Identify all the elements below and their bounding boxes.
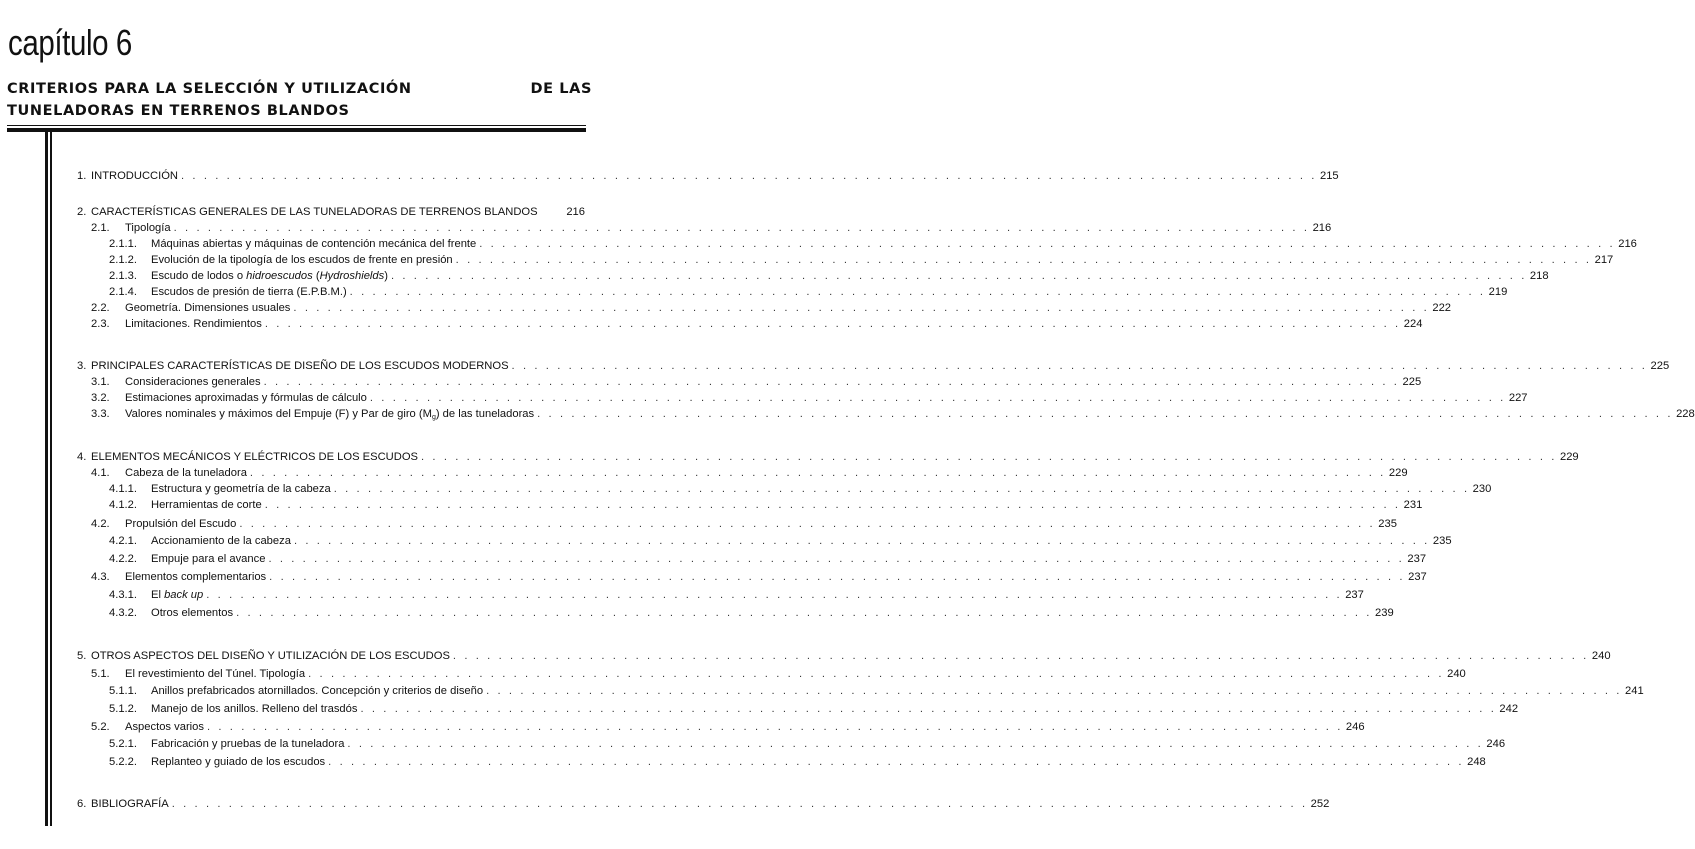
toc-leader: . . . . . . . . . . . . . . . . . . . . . . . . . . . . . . . . . . . . . . . . . . . . . . . . . . . . . . . . . . . . . . . . . . . . . . . . . . . . . . . . . . . . . . . . . . . . . . . . . . . . [349, 286, 1486, 298]
toc-page: 229 [1388, 467, 1408, 479]
toc-title-text: Escudo de lodos o [151, 270, 247, 282]
toc-number: 4.2.1. [109, 535, 137, 547]
toc-page: 235 [1378, 518, 1397, 530]
toc-entry[interactable] [77, 392, 1528, 408]
toc-page: 215 [1319, 170, 1339, 182]
toc-page: 230 [1472, 483, 1492, 495]
toc-title: CARACTERÍSTICAS GENERALES DE LAS TUNELADORAS DE TERRENOS BLANDOS [91, 206, 538, 218]
toc-title: Replanteo y guiado de los escudos [151, 756, 326, 768]
toc-entry[interactable] [77, 238, 1637, 254]
toc-title [151, 270, 388, 282]
toc-entry[interactable] [77, 499, 1423, 515]
toc-title: Empuje para el avance [151, 553, 266, 565]
toc-title [125, 408, 534, 421]
toc-page: 237 [1408, 571, 1427, 583]
toc-leader: . . . . . . . . . . . . . . . . . . . . . . . . . . . . . . . . . . . . . . . . . . . . . . . . . . . . . . . . . . . . . . . . . . . . . . . . . . . . . . . . . . . . . . . . . . . . . . . . . . . . [181, 170, 1317, 182]
toc-title: INTRODUCCIÓN [91, 170, 179, 182]
toc-number: 5. [77, 650, 87, 662]
toc-number: 4.3.2. [109, 607, 137, 619]
toc-leader: . . . . . . . . . . . . . . . . . . . . . . . . . . . . . . . . . . . . . . . . . . . . . . . . . . . . . . . . . . . . . . . . . . . . . . . . . . . . . . . . . . . . . . . . . . . . . . . . . . . . [333, 483, 1470, 495]
toc-leader: . . . . . . . . . . . . . . . . . . . . . . . . . . . . . . . . . . . . . . . . . . . . . . . . . . . . . . . . . . . . . . . . . . . . . . . . . . . . . . . . . . . . . . . . . . . . . . . . . . . . [269, 571, 1406, 583]
toc-entry[interactable] [77, 518, 1397, 534]
toc-number: 4.1. [91, 467, 110, 479]
header-rule [7, 128, 586, 132]
toc-entry[interactable] [77, 408, 1695, 424]
chapter-title-line-2: TUNELADORAS EN TERRENOS BLANDOS [7, 103, 350, 119]
toc-leader: . . . . . . . . . . . . . . . . . . . . . . . . . . . . . . . . . . . . . . . . . . . . . . . . . . . . . . . . . . . . . . . . . . . . . . . . . . . . . . . . . . . . . . . . . . . . . . . . . . . . [264, 499, 1401, 511]
toc-leader: . . . . . . . . . . . . . . . . . . . . . . . . . . . . . . . . . . . . . . . . . . . . . . . . . . . . . . . . . . . . . . . . . . . . . . . . . . . . . . . . . . . . . . . . . . . . . . . . . . . . [537, 408, 1674, 420]
toc-number: 4.1.2. [109, 499, 137, 511]
toc-leader: . . . . . . . . . . . . . . . . . . . . . . . . . . . . . . . . . . . . . . . . . . . . . . . . . . . . . . . . . . . . . . . . . . . . . . . . . . . . . . . . . . . . . . . . . . . . . . . . . . . . [486, 685, 1623, 697]
toc-number: 3.3. [91, 408, 110, 420]
toc-page: 225 [1402, 376, 1422, 388]
toc-page: 231 [1403, 499, 1423, 511]
toc-title: Escudos de presión de tierra (E.P.B.M.) [151, 286, 347, 298]
toc-page: 235 [1432, 535, 1452, 547]
toc-number: 5.2. [91, 721, 110, 733]
toc-entry[interactable] [77, 703, 1519, 719]
toc-number: 2. [77, 206, 87, 218]
toc-title: Geometría. Dimensiones usuales [125, 302, 291, 314]
toc-number: 4. [77, 451, 87, 463]
toc-page: 240 [1447, 668, 1466, 680]
toc-page: 224 [1403, 318, 1423, 330]
toc-leader: . . . . . . . . . . . . . . . . . . . . . . . . . . . . . . . . . . . . . . . . . . . . . . . . . . . . . . . . . . . . . . . . . . . . . . . . . . . . . . . . . . . . . . . . . . . . . . . . . . . . [293, 302, 1430, 314]
toc-title-subscript: g [431, 414, 436, 421]
toc-title: Limitaciones. Rendimientos [125, 318, 262, 330]
toc-leader: . . . . . . . . . . . . . . . . . . . . . . . . . . . . . . . . . . . . . . . . . . . . . . . . . . . . . . . . . . . . . . . . . . . . . . . . . . . . . . . . . . . . . . . . . . . . . . . . . . . . [236, 607, 1373, 619]
toc-entry[interactable] [77, 222, 1332, 238]
toc-title-text: ) de las tuneladoras [435, 408, 535, 420]
toc-page: 216 [1312, 222, 1332, 234]
toc-leader: . . . . . . . . . . . . . . . . . . . . . . . . . . . . . . . . . . . . . . . . . . . . . . . . . . . . . . . . . . . . . . . . . . . . . . . . . . . . . . . . . . . . . . . . . . . . . . . . . . . . [268, 553, 1405, 565]
toc-page: 222 [1432, 302, 1452, 314]
toc-title-text: ( [312, 270, 320, 282]
toc-page: 228 [1676, 408, 1695, 420]
toc-title: Estructura y geometría de la cabeza [151, 483, 331, 495]
toc-page: 246 [1486, 738, 1506, 750]
toc-title: Máquinas abiertas y máquinas de contención mecánica del frente [151, 238, 477, 250]
toc-entry[interactable] [77, 668, 1466, 684]
toc-number: 2.1.1. [109, 238, 137, 250]
toc-page: 241 [1625, 685, 1644, 697]
toc-page: 216 [566, 206, 585, 218]
toc-page: 216 [1618, 238, 1637, 250]
toc-leader: . . . . . . . . . . . . . . . . . . . . . . . . . . . . . . . . . . . . . . . . . . . . . . . . . . . . . . . . . . . . . . . . . . . . . . . . . . . . . . . . . . . . . . . . . . . . . . . . . . . . [293, 535, 1430, 547]
toc-title: Consideraciones generales [125, 376, 261, 388]
toc-leader: . . . . . . . . . . . . . . . . . . . . . . . . . . . . . . . . . . . . . . . . . . . . . . . . . . . . . . . . . . . . . . . . . . . . . . . . . . . . . . . . . . . . . . . . . . . . . . . . . . . . [264, 318, 1401, 330]
toc-number: 2.1.4. [109, 286, 137, 298]
toc-entry[interactable] [77, 535, 1452, 551]
toc-title: Propulsión del Escudo [125, 518, 237, 530]
toc-page: 229 [1559, 451, 1579, 463]
toc-leader: . . . . . . . . . . . . . . . . . . . . . . . . . . . . . . . . . . . . . . . . . . . . . . . . . . . . . . . . . . . . . . . . . . . . . . . . . . . . . . . . . . . . . . . . . . . . . . . . . . . . [390, 270, 1527, 282]
toc-entry[interactable] [77, 571, 1427, 587]
toc-page: 240 [1591, 650, 1611, 662]
toc-entry[interactable] [77, 553, 1427, 569]
toc-entry[interactable] [77, 302, 1452, 318]
toc-leader: . . . . . . . . . . . . . . . . . . . . . . . . . . . . . . . . . . . . . . . . . . . . . . . . . . . . . . . . . . . . . . . . . . . . . . . . . . . . . . . . . . . . . . . . . . . . . . . . . . . . [206, 721, 1343, 733]
toc-leader: . . . . . . . . . . . . . . . . . . . . . . . . . . . . . . . . . . . . . . . . . . . . . . . . . . . . . . . . . . . . . . . . . . . . . . . . . . . . . . . . . . . . . . . . . . . . . . . . . . . . [206, 589, 1343, 601]
chapter-title-line-1-part-a: CRITERIOS PARA LA SELECCIÓN Y UTILIZACIÓN [7, 81, 412, 97]
toc-title: PRINCIPALES CARACTERÍSTICAS DE DISEÑO DE LOS ESCUDOS MODERNOS [91, 360, 509, 372]
toc-entry[interactable] [77, 376, 1422, 392]
header-rule-thin [7, 125, 586, 126]
toc-leader: . . . . . . . . . . . . . . . . . . . . . . . . . . . . . . . . . . . . . . . . . . . . . . . . . . . . . . . . . . . . . . . . . . . . . . . . . . . . . . . . . . . . . . . . . . . . . . . . . . . . [421, 451, 1557, 463]
toc-number: 5.2.2. [109, 756, 137, 768]
toc-number: 3.2. [91, 392, 110, 404]
toc-page: 225 [1650, 360, 1670, 372]
toc-page: 252 [1310, 798, 1330, 810]
toc-number: 5.1.1. [109, 685, 137, 697]
toc-entry[interactable] [77, 467, 1408, 483]
toc-page: 227 [1508, 392, 1528, 404]
toc-title-italic: hidroescudos [246, 270, 313, 282]
toc-leader: . . . . . . . . . . . . . . . . . . . . . . . . . . . . . . . . . . . . . . . . . . . . . . . . . . . . . . . . . . . . . . . . . . . . . . . . . . . . . . . . . . . . . . . . . . . . . . . . . . . . [511, 360, 1648, 372]
toc-number: 3. [77, 360, 87, 372]
toc-title: Fabricación y pruebas de la tuneladora [151, 738, 345, 750]
toc-entry[interactable] [77, 318, 1423, 334]
toc-number: 2.1. [91, 222, 110, 234]
toc-leader: . . . . . . . . . . . . . . . . . . . . . . . . . . . . . . . . . . . . . . . . . . . . . . . . . . . . . . . . . . . . . . . . . . . . . . . . . . . . . . . . . . . . . . . . . . . . . . . . . . . . [479, 238, 1616, 250]
toc-title: Tipología [125, 222, 171, 234]
toc-number: 4.2.2. [109, 553, 137, 565]
toc-number: 2.1.2. [109, 254, 137, 266]
toc-page: 237 [1345, 589, 1364, 601]
toc-title: Manejo de los anillos. Relleno del trasdós [151, 703, 358, 715]
chapter-label: capítulo 6 [8, 22, 132, 63]
toc-number: 5.2.1. [109, 738, 137, 750]
toc-title: Aspectos varios [125, 721, 204, 733]
toc-number: 6. [77, 798, 87, 810]
toc-leader: . . . . . . . . . . . . . . . . . . . . . . . . . . . . . . . . . . . . . . . . . . . . . . . . . . . . . . . . . . . . . . . . . . . . . . . . . . . . . . . . . . . . . . . . . . . . . . . . . . . . [360, 703, 1497, 715]
toc-page: 217 [1594, 254, 1614, 266]
toc-leader: . . . . . . . . . . . . . . . . . . . . . . . . . . . . . . . . . . . . . . . . . . . . . . . . . . . . . . . . . . . . . . . . . . . . . . . . . . . . . . . . . . . . . . . . . . . . . . . . . . . . [239, 518, 1376, 530]
toc-number: 5.1.2. [109, 703, 137, 715]
toc-number: 1. [77, 170, 87, 182]
toc-number: 4.3.1. [109, 589, 137, 601]
toc-page: 219 [1488, 286, 1508, 298]
toc-leader: . . . . . . . . . . . . . . . . . . . . . . . . . . . . . . . . . . . . . . . . . . . . . . . . . . . . . . . . . . . . . . . . . . . . . . . . . . . . . . . . . . . . . . . . . . . . . . . . . . . . [263, 376, 1400, 388]
toc-title: Elementos complementarios [125, 571, 267, 583]
toc-leader: . . . . . . . . . . . . . . . . . . . . . . . . . . . . . . . . . . . . . . . . . . . . . . . . . . . . . . . . . . . . . . . . . . . . . . . . . . . . . . . . . . . . . . . . . . . . . . . . . . . . [328, 756, 1465, 768]
toc-title: Evolución de la tipología de los escudos de frente en presión [151, 254, 453, 266]
toc-leader: . . . . . . . . . . . . . . . . . . . . . . . . . . . . . . . . . . . . . . . . . . . . . . . . . . . . . . . . . . . . . . . . . . . . . . . . . . . . . . . . . . . . . . . . . . . . . . . . . . . . [249, 467, 1386, 479]
toc-number: 3.1. [91, 376, 110, 388]
toc-entry[interactable] [77, 483, 1492, 499]
toc-number: 4.2. [91, 518, 110, 530]
toc-title: El revestimiento del Túnel. Tipología [125, 668, 306, 680]
toc-title [151, 589, 203, 601]
margin-rule [45, 132, 48, 826]
toc-number: 2.1.3. [109, 270, 137, 282]
toc-leader: . . . . . . . . . . . . . . . . . . . . . . . . . . . . . . . . . . . . . . . . . . . . . . . . . . . . . . . . . . . . . . . . . . . . . . . . . . . . . . . . . . . . . . . . . . . . . . . . . . . . [173, 222, 1310, 234]
toc-entry[interactable] [77, 721, 1365, 737]
chapter-title-line-1-part-b: DE LAS [530, 81, 592, 97]
chapter-title [7, 78, 592, 122]
toc-title: Cabeza de la tuneladora [125, 467, 247, 479]
toc-number: 4.3. [91, 571, 110, 583]
chapter-title-line-1 [7, 78, 592, 100]
toc-entry[interactable] [77, 738, 1506, 754]
toc-title-italic: Hydroshields [319, 270, 385, 282]
toc-title-text: Valores nominales y máximos del Empuje (F) y Par de giro (M [125, 408, 432, 420]
toc-leader: . . . . . . . . . . . . . . . . . . . . . . . . . . . . . . . . . . . . . . . . . . . . . . . . . . . . . . . . . . . . . . . . . . . . . . . . . . . . . . . . . . . . . . . . . . . . . . . . . . . . [452, 650, 1589, 662]
toc-page: 239 [1375, 607, 1394, 619]
toc-leader: . . . . . . . . . . . . . . . . . . . . . . . . . . . . . . . . . . . . . . . . . . . . . . . . . . . . . . . . . . . . . . . . . . . . . . . . . . . . . . . . . . . . . . . . . . . . . . . . . . . . [369, 392, 1506, 404]
toc-entry[interactable] [77, 170, 1339, 186]
toc-page: 248 [1467, 756, 1486, 768]
toc-leader: . . . . . . . . . . . . . . . . . . . . . . . . . . . . . . . . . . . . . . . . . . . . . . . . . . . . . . . . . . . . . . . . . . . . . . . . . . . . . . . . . . . . . . . . . . . . . . . . . . . . [171, 798, 1308, 810]
toc-entry[interactable] [77, 360, 1670, 376]
toc-title: OTROS ASPECTOS DEL DISEÑO Y UTILIZACIÓN DE LOS ESCUDOS [91, 650, 450, 662]
toc-leader: . . . . . . . . . . . . . . . . . . . . . . . . . . . . . . . . . . . . . . . . . . . . . . . . . . . . . . . . . . . . . . . . . . . . . . . . . . . . . . . . . . . . . . . . . . . . . . . . . . . . [308, 668, 1445, 680]
toc-leader: . . . . . . . . . . . . . . . . . . . . . . . . . . . . . . . . . . . . . . . . . . . . . . . . . . . . . . . . . . . . . . . . . . . . . . . . . . . . . . . . . . . . . . . . . . . . . . . . . . . . [347, 738, 1484, 750]
toc-title: Accionamiento de la cabeza [151, 535, 291, 547]
toc-title: BIBLIOGRAFÍA [91, 798, 169, 810]
toc-title: Otros elementos [151, 607, 234, 619]
toc-title-text: ) [384, 270, 388, 282]
toc-title: Herramientas de corte [151, 499, 262, 511]
toc-title: Anillos prefabricados atornillados. Concepción y criterios de diseño [151, 685, 484, 697]
toc-entry[interactable] [77, 270, 1549, 286]
toc-number: 4.1.1. [109, 483, 137, 495]
toc-entry[interactable] [77, 685, 1644, 701]
toc-number: 2.3. [91, 318, 110, 330]
toc-entry[interactable] [77, 650, 1611, 666]
toc-entry[interactable] [77, 286, 1508, 302]
toc-entry[interactable] [77, 798, 1330, 814]
toc-entry[interactable] [77, 589, 1364, 605]
toc-entry[interactable] [77, 254, 1614, 270]
toc-number: 2.2. [91, 302, 110, 314]
toc-title-text: El [151, 589, 165, 601]
toc-title: Estimaciones aproximadas y fórmulas de cálculo [125, 392, 367, 404]
toc-entry[interactable] [77, 451, 1579, 467]
toc-entry[interactable] [77, 206, 585, 222]
toc-entry[interactable] [77, 756, 1486, 772]
toc-page: 246 [1345, 721, 1365, 733]
toc-title: ELEMENTOS MECÁNICOS Y ELÉCTRICOS DE LOS ESCUDOS [91, 451, 419, 463]
toc-number: 5.1. [91, 668, 110, 680]
toc-page: 242 [1499, 703, 1519, 715]
toc-page: 237 [1407, 553, 1427, 565]
margin-rule-inner [50, 132, 52, 826]
toc-page: 218 [1529, 270, 1549, 282]
toc-leader: . . . . . . . . . . . . . . . . . . . . . . . . . . . . . . . . . . . . . . . . . . . . . . . . . . . . . . . . . . . . . . . . . . . . . . . . . . . . . . . . . . . . . . . . . . . . . . . . . . . . [455, 254, 1592, 266]
toc-title-italic: back up [164, 589, 204, 601]
toc-entry[interactable] [77, 607, 1394, 623]
